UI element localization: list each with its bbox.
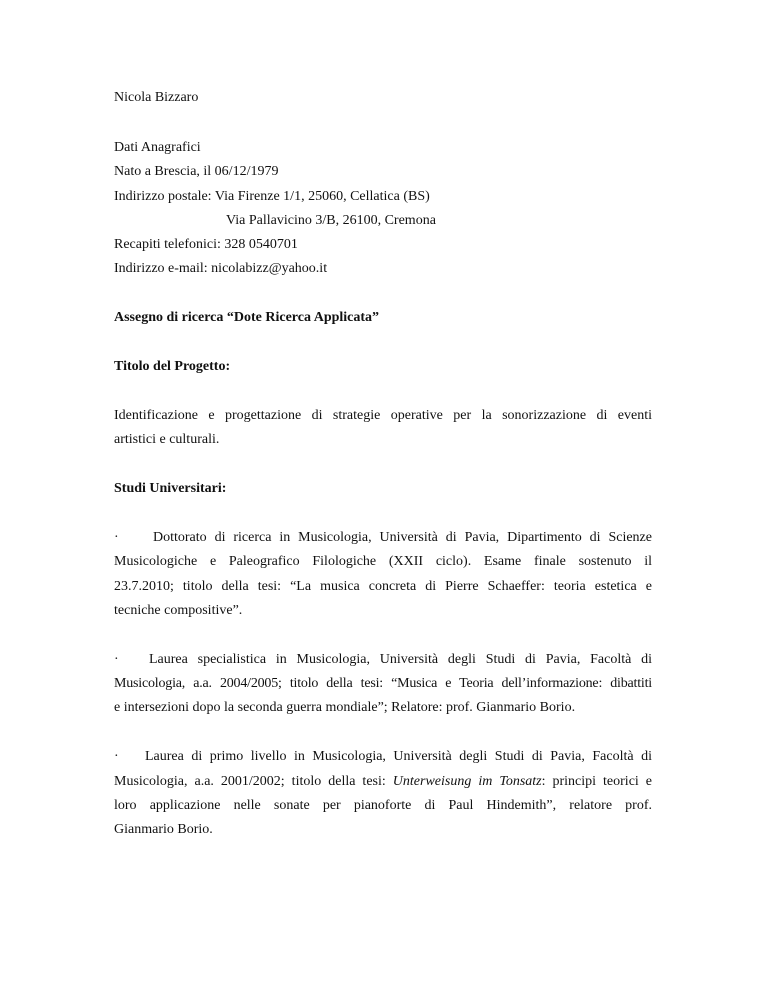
study-3-line-2-a: Musicologia, a.a. 2001/2002; titolo della tesi: (114, 774, 386, 789)
study-3-line-3: loro applicazione nelle sonate per pianoforte di Paul Hindemith”, relatore prof. (114, 798, 652, 813)
email-info: Indirizzo e-mail: nicolabizz@yahoo.it (114, 261, 328, 276)
author-name: Nicola Bizzaro (114, 90, 199, 105)
project-title-line-1: Identificazione e progettazione di strategie operative per la sonorizzazione di eventi (114, 408, 652, 423)
bullet-1: · (114, 530, 119, 545)
project-heading: Titolo del Progetto: (114, 359, 231, 374)
bullet-3: · (114, 749, 119, 764)
study-1-line-1: Dottorato di ricerca in Musicologia, Università di Pavia, Dipartimento di Scienze (153, 530, 652, 545)
bullet-2: · (114, 652, 119, 667)
phone-info: Recapiti telefonici: 328 0540701 (114, 237, 298, 252)
study-3-line-1: Laurea di primo livello in Musicologia, Università degli Studi di Pavia, Facoltà di (145, 749, 652, 764)
study-1-line-2: Musicologiche e Paleografico Filologiche (XXII ciclo). Esame finale sostenuto il (114, 554, 652, 569)
study-2-line-2: Musicologia, a.a. 2004/2005; titolo della tesi: “Musica e Teoria dell’informazione: dibattiti (114, 676, 652, 691)
studies-heading: Studi Universitari: (114, 481, 227, 496)
study-1-line-3: 23.7.2010; titolo della tesi: “La musica concreta di Pierre Schaeffer: teoria estetica e (114, 579, 652, 594)
study-3-line-4: Gianmario Borio. (114, 822, 213, 837)
thesis-title-italic: Unterweisung im Tonsatz (392, 774, 542, 789)
personal-heading: Dati Anagrafici (114, 140, 201, 155)
study-2-line-3: e intersezioni dopo la seconda guerra mondiale”; Relatore: prof. Gianmario Borio. (114, 700, 576, 715)
postal-address: Indirizzo postale: Via Firenze 1/1, 25060, Cellatica (BS) (114, 189, 430, 204)
study-3-line-2 (114, 773, 652, 791)
grant-title: Assegno di ricerca “Dote Ricerca Applicata” (114, 310, 380, 325)
birth-info: Nato a Brescia, il 06/12/1979 (114, 164, 279, 179)
postal-address-2: Via Pallavicino 3/B, 26100, Cremona (226, 213, 436, 228)
study-3-line-2-b: : principi teorici e (541, 774, 652, 789)
study-1-line-4: tecniche compositive”. (114, 603, 243, 618)
project-title-line-2: artistici e culturali. (114, 432, 220, 447)
study-2-line-1: Laurea specialistica in Musicologia, Università degli Studi di Pavia, Facoltà di (149, 652, 652, 667)
